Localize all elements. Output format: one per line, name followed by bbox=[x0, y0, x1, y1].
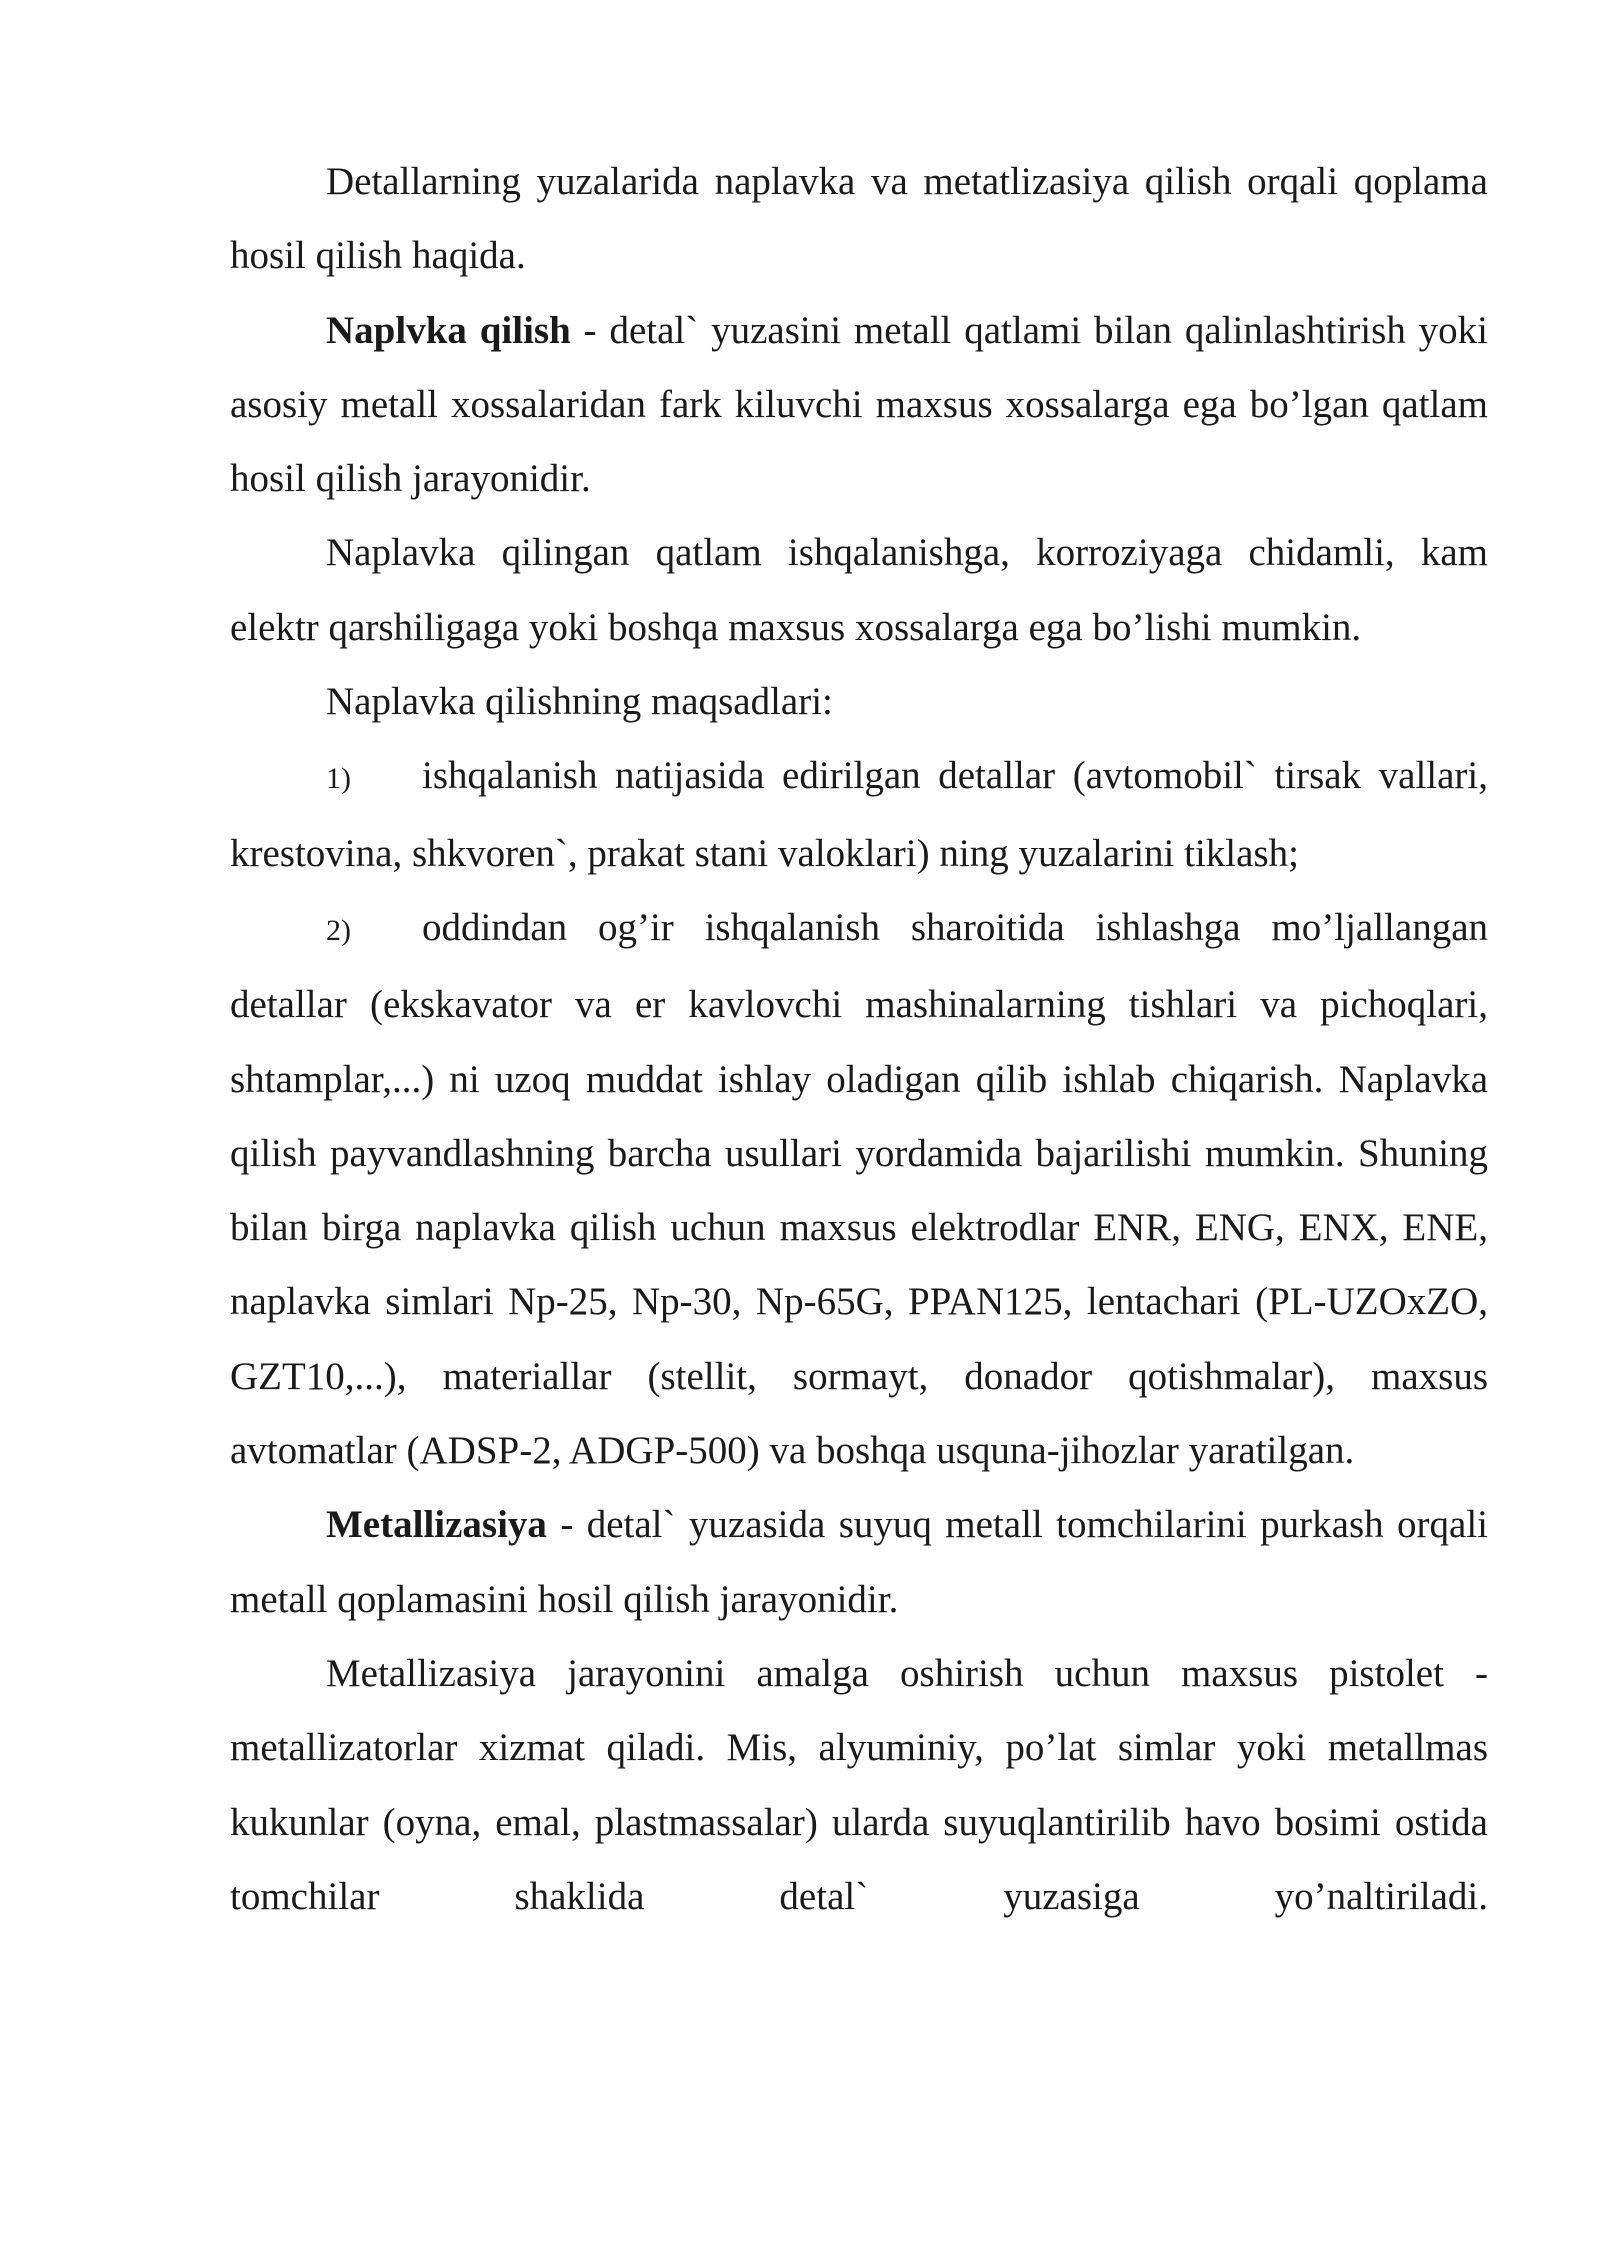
paragraph-text: Detallarning yuzalarida naplavka va metatlizasiya qilish orqali qoplama hosil qilish haqida. bbox=[230, 160, 1488, 278]
paragraph-text: - detal` yuzasini metall qatlami bilan qalinlashtirish yoki asosiy metall xossalaridan fark kiluvchi maxsus xossalarga ega bo’lgan qatlam hosil qilish jarayonidir. bbox=[230, 308, 1488, 501]
list-number: 1) bbox=[326, 762, 351, 796]
paragraph-text: Naplavka qilishning maqsadlari: bbox=[326, 680, 833, 724]
paragraph-text: Metallizasiya jarayonini amalga oshirish uchun maxsus pistolet - metallizatorlar xizmat qiladi. Mis, alyuminiy, po’lat simlar yoki metallmas kukunlar (oyna, emal, plastmassalar) ularda suyuqlantirilib havo bosimi ostida tomchilar shaklida detal` yuzasiga yo’naltiriladi. bbox=[230, 1651, 1488, 1918]
list-item-2 bbox=[230, 891, 1488, 1488]
list-item-1 bbox=[230, 739, 1488, 891]
paragraph-goals-intro bbox=[230, 665, 1488, 739]
paragraph-text: Naplavka qilingan qatlam ishqalanishga, korroziyaga chidamli, kam elektr qarshiligaga yoki boshqa maxsus xossalarga ega bo’lishi mumkin. bbox=[230, 531, 1488, 649]
term-naplavka: Naplvka qilish bbox=[326, 308, 571, 352]
paragraph-metallizasiya-process bbox=[230, 1637, 1488, 1934]
paragraph-text: - detal` yuzasida suyuq metall tomchilarini purkash orqali metall qoplamasini hosil qilish jarayonidir. bbox=[230, 1503, 1488, 1621]
paragraph-naplavka-properties bbox=[230, 516, 1488, 665]
paragraph-metallizasiya-definition bbox=[230, 1488, 1488, 1637]
list-item-text: oddindan og’ir ishqalanish sharoitida ishlashga mo’ljallangan detallar (ekskavator va er kavlovchi mashinalarning tishlari va pichoqlari, shtamplar,...) ni uzoq muddat ishlay oladigan qilib ishlab chiqarish. Naplavka qilish payvandlashning barcha usullari yordamida bajarilishi mumkin. Shuning bilan birga naplavka qilish uchun maxsus elektrodlar ENR, ENG, ENX, ENE, naplavka simlari Np-25, Np-30, Np-65G, PPAN125, lentachari (PL-UZOxZO, GZT10,...), materiallar (stellit, sormayt, donador qotishmalar), maxsus avtomatlar (ADSP-2, ADGP-500) va boshqa usquna-jihozlar yaratilgan. bbox=[230, 905, 1488, 1473]
term-metallizasiya: Metallizasiya bbox=[326, 1503, 547, 1547]
paragraph-heading bbox=[230, 145, 1488, 294]
document-body bbox=[230, 145, 1488, 1934]
paragraph-naplavka-definition bbox=[230, 294, 1488, 517]
list-number: 2) bbox=[326, 913, 351, 947]
list-item-text: ishqalanish natijasida edirilgan detallar (avtomobil` tirsak vallari, krestovina, shkvoren`, prakat stani valoklari) ning yuzalarini tiklash; bbox=[230, 754, 1488, 875]
